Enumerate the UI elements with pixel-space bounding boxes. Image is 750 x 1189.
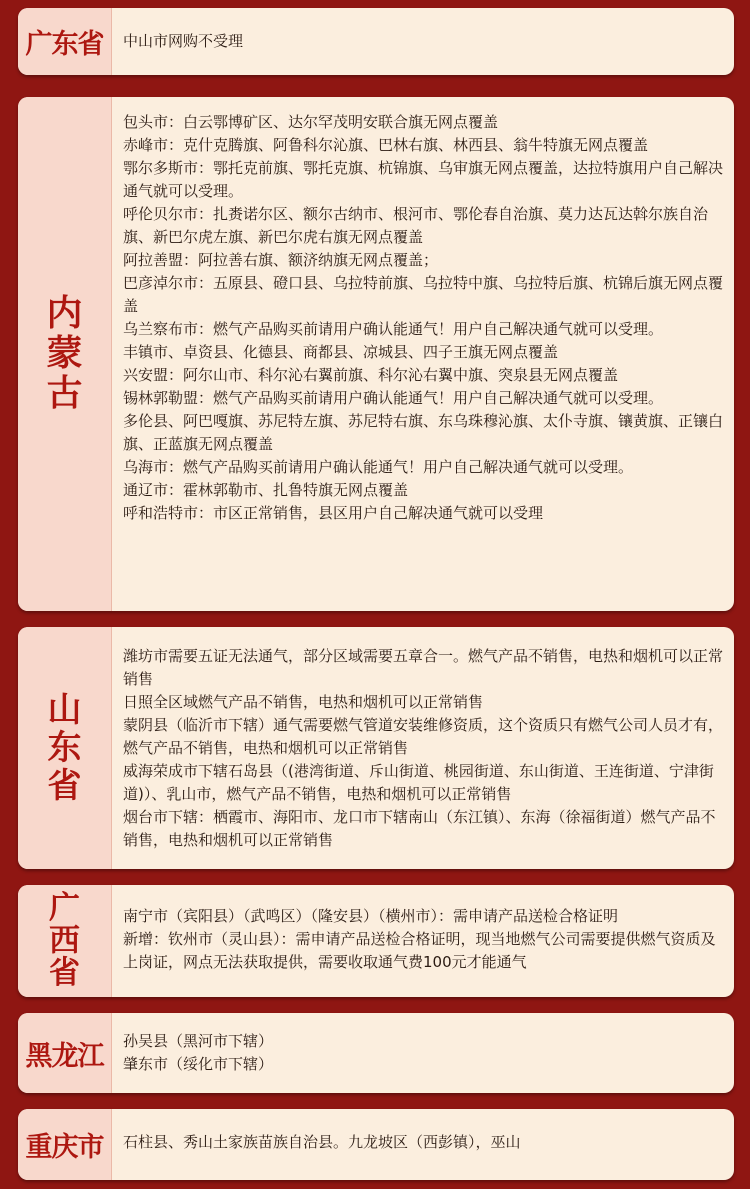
restriction-line: 包头市：白云鄂博矿区、达尔罕茂明安联合旗无网点覆盖 — [123, 113, 499, 131]
restriction-line: 威海荣成市下辖石岛县（(港湾街道、斥山街道、桃园街道、东山街道、王连街道、宁津街道)）、乳山市，燃气产品不销售，电热和烟机可以正常销售 — [123, 762, 714, 803]
section-shandong — [18, 627, 734, 869]
restriction-line: 多伦县、阿巴嘎旗、苏尼特左旗、苏尼特右旗、东乌珠穆沁旗、太仆寺旗、镶黄旗、正镶白旗、正蓝旗无网点覆盖 — [123, 412, 724, 453]
province-label: 重庆市 — [18, 1109, 112, 1180]
restriction-line: 呼伦贝尔市：扎赉诺尔区、额尔古纳市、根河市、鄂伦春自治旗、莫力达瓦达斡尔族自治旗、新巴尔虎左旗、新巴尔虎右旗无网点覆盖 — [123, 205, 709, 246]
province-label: 广东省 — [18, 8, 112, 75]
province-label: 黑龙江 — [18, 1013, 112, 1093]
section-content — [111, 885, 734, 997]
restriction-line: 呼和浩特市：市区正常销售，县区用户自己解决通气就可以受理 — [123, 504, 544, 522]
restriction-line: 鄂尔多斯市：鄂托克前旗、鄂托克旗、杭锦旗、乌审旗无网点覆盖，达拉特旗用户自己解决通气就可以受理。 — [123, 159, 724, 200]
section-chongqing — [18, 1109, 734, 1180]
restriction-line: 烟台市下辖：栖霞市、海阳市、龙口市下辖南山（东江镇）、东海（徐福街道）燃气产品不销售，电热和烟机可以正常销售 — [123, 808, 716, 849]
section-content — [111, 97, 734, 611]
section-guangxi — [18, 885, 734, 997]
restriction-line: 通辽市：霍林郭勒市、扎鲁特旗无网点覆盖 — [123, 481, 409, 499]
restriction-line: 巴彦淖尔市：五原县、磴口县、乌拉特前旗、乌拉特中旗、乌拉特后旗、杭锦后旗无网点覆盖 — [123, 274, 724, 315]
restriction-line: 兴安盟：阿尔山市、科尔沁右翼前旗、科尔沁右翼中旗、突泉县无网点覆盖 — [123, 366, 619, 384]
restriction-line: 赤峰市：克什克腾旗、阿鲁科尔沁旗、巴林右旗、林西县、翁牛特旗无网点覆盖 — [123, 136, 649, 154]
section-content — [111, 1109, 734, 1180]
restriction-line: 蒙阴县（临沂市下辖）通气需要燃气管道安装维修资质，这个资质只有燃气公司人员才有，燃气产品不销售，电热和烟机可以正常销售 — [123, 716, 724, 757]
restriction-line: 肇东市（绥化市下辖） — [123, 1055, 274, 1073]
province-label-text: 广西省 — [49, 890, 80, 992]
restriction-line: 乌兰察布市：燃气产品购买前请用户确认能通气！用户自己解决通气就可以受理。 — [123, 320, 664, 338]
section-inner-mongolia — [18, 97, 734, 611]
restriction-line: 石柱县、秀山土家族苗族自治县。九龙坡区（西彭镇），巫山 — [123, 1133, 521, 1151]
province-label — [18, 885, 112, 997]
restriction-line: 日照全区域燃气产品不销售，电热和烟机可以正常销售 — [123, 693, 484, 711]
restriction-line: 乌海市：燃气产品购买前请用户确认能通气！用户自己解决通气就可以受理。 — [123, 458, 634, 476]
restriction-line: 新增：钦州市（灵山县）：需申请产品送检合格证明，现当地燃气公司需要提供燃气资质及上岗证，网点无法获取提供，需要收取通气费100元才能通气 — [123, 930, 716, 971]
province-label — [18, 627, 112, 869]
section-content — [111, 1013, 734, 1093]
restriction-line: 锡林郭勒盟：燃气产品购买前请用户确认能通气！用户自己解决通气就可以受理。 — [123, 389, 664, 407]
restriction-line: 潍坊市需要五证无法通气，部分区域需要五章合一。燃气产品不销售，电热和烟机可以正常销售 — [123, 647, 724, 688]
section-guangdong — [18, 8, 734, 75]
section-content — [111, 8, 734, 75]
province-label — [18, 97, 112, 611]
restriction-line: 南宁市（宾阳县）（武鸣区）（隆安县）（横州市）：需申请产品送检合格证明 — [123, 907, 619, 925]
restriction-line: 中山市网购不受理 — [123, 32, 244, 50]
restriction-line: 孙吴县（黑河市下辖） — [123, 1032, 274, 1050]
restriction-line: 阿拉善盟：阿拉善右旗、额济纳旗无网点覆盖； — [123, 251, 439, 269]
restriction-line: 丰镇市、卓资县、化德县、商都县、凉城县、四子王旗无网点覆盖 — [123, 343, 559, 361]
province-label-text: 内蒙古 — [46, 292, 83, 415]
province-label-text: 山东省 — [47, 689, 82, 807]
section-content — [111, 627, 734, 869]
section-heilongjiang — [18, 1013, 734, 1093]
